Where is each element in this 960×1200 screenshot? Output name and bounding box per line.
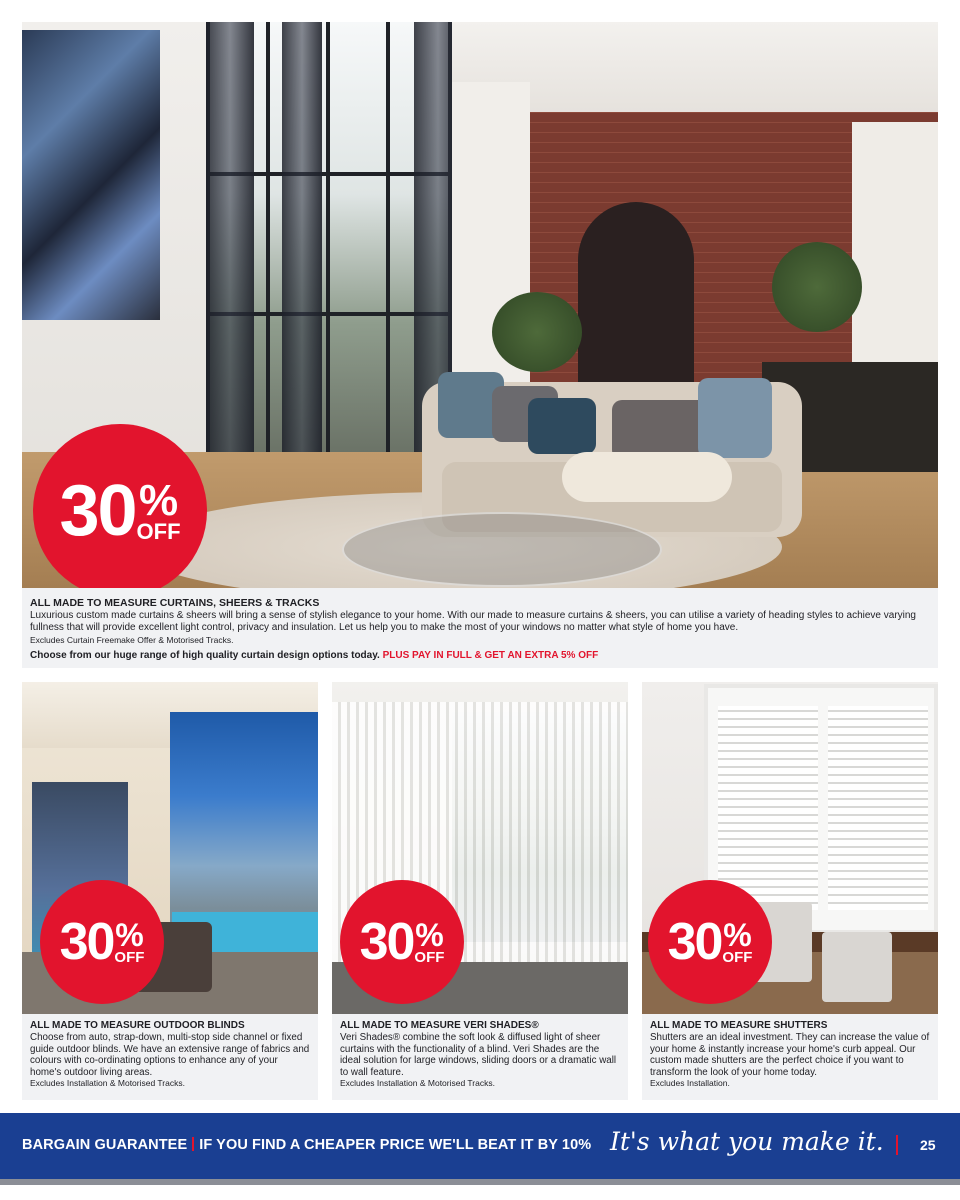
shutters-panel: [642, 1014, 938, 1100]
off-label: OFF: [114, 949, 145, 966]
cta-extra-offer: PLUS PAY IN FULL & GET AN EXTRA 5% OFF: [382, 650, 599, 661]
plant: [492, 292, 582, 372]
curtains-description-panel: [22, 588, 938, 668]
sheepskin-throw: [562, 452, 732, 502]
discount-number: 30: [59, 471, 136, 551]
off-label: OFF: [136, 519, 181, 544]
discount-number: 30: [59, 913, 114, 971]
plant: [772, 242, 862, 332]
veri-shades-panel: [332, 1014, 628, 1100]
product-heading: ALL MADE TO MEASURE OUTDOOR BLINDS: [30, 1020, 245, 1031]
product-heading: ALL MADE TO MEASURE SHUTTERS: [650, 1020, 828, 1031]
cta-text: Choose from our huge range of high quality curtain design options today.: [30, 650, 383, 661]
bargain-guarantee: [22, 1137, 591, 1153]
sheer-curtain-left: [206, 22, 254, 492]
brand-tagline: It's what you make it.: [610, 1127, 884, 1156]
sheer-curtain-mid: [282, 22, 322, 492]
footer-bar: [0, 1113, 960, 1179]
curtains-exclusions: Excludes Curtain Freemake Offer & Motorised Tracks.: [30, 635, 234, 645]
curtains-body: Luxurious custom made curtains & sheers will bring a sense of stylish elegance to your home. With our made to measure curtains & sheers, you can utilise a variety of heading styles to achieve varying fullness that will provide excellent light control, privacy and insulation. Let us help you to make the most of your windows no matter what style of home you have.: [30, 610, 916, 633]
discount-badge: [40, 880, 164, 1004]
guarantee-label: BARGAIN GUARANTEE: [22, 1137, 188, 1153]
guarantee-text: IF YOU FIND A CHEAPER PRICE WE'LL BEAT IT BY 10%: [199, 1137, 592, 1153]
red-divider: [896, 1135, 898, 1155]
bottom-strip: [0, 1179, 960, 1200]
curtains-heading: ALL MADE TO MEASURE CURTAINS, SHEERS & TRACKS: [30, 597, 320, 609]
abstract-painting: [22, 30, 160, 320]
percent-sign: %: [415, 917, 444, 953]
red-divider: [192, 1137, 194, 1151]
product-body: Shutters are an ideal investment. They can increase the value of your home & instantly increase your home's curb appeal. Our custom made shutters are the perfect choice if you want to transform the look of your home today.: [650, 1032, 930, 1078]
product-heading: ALL MADE TO MEASURE VERI SHADES®: [340, 1020, 539, 1031]
percent-sign: %: [138, 476, 179, 525]
product-exclusions: Excludes Installation.: [650, 1078, 730, 1089]
off-label: OFF: [722, 949, 753, 966]
curtains-cta: [30, 649, 930, 662]
cushion: [698, 378, 772, 458]
product-exclusions: Excludes Installation & Motorised Tracks.: [340, 1078, 495, 1089]
discount-badge: [340, 880, 464, 1004]
off-label: OFF: [414, 949, 445, 966]
percent-sign: %: [723, 917, 752, 953]
outdoor-blinds-panel: [22, 1014, 318, 1100]
product-body: Choose from auto, strap-down, multi-stop side channel or fixed guide outdoor blinds. We have an extensive range of fabrics and colours with co-ordinating options to enhance any of your home's outdoor living areas.: [30, 1032, 310, 1078]
glass-coffee-table: [342, 512, 662, 587]
cushion: [612, 400, 708, 460]
discount-badge: [33, 424, 207, 598]
page-number: 25: [920, 1137, 936, 1153]
percent-sign: %: [115, 917, 144, 953]
discount-number: 30: [667, 913, 722, 971]
brick-archway: [578, 202, 694, 392]
product-exclusions: Excludes Installation & Motorised Tracks.: [30, 1078, 185, 1089]
cushion: [528, 398, 596, 454]
product-body: Veri Shades® combine the soft look & diffused light of sheer curtains with the functionality of a blind. Veri Shades are the ideal solution for large windows, sliding doors or a dramatic wall to wall feature.: [340, 1032, 617, 1078]
discount-badge: [648, 880, 772, 1004]
grey-rule: [0, 1179, 960, 1185]
discount-number: 30: [359, 913, 414, 971]
